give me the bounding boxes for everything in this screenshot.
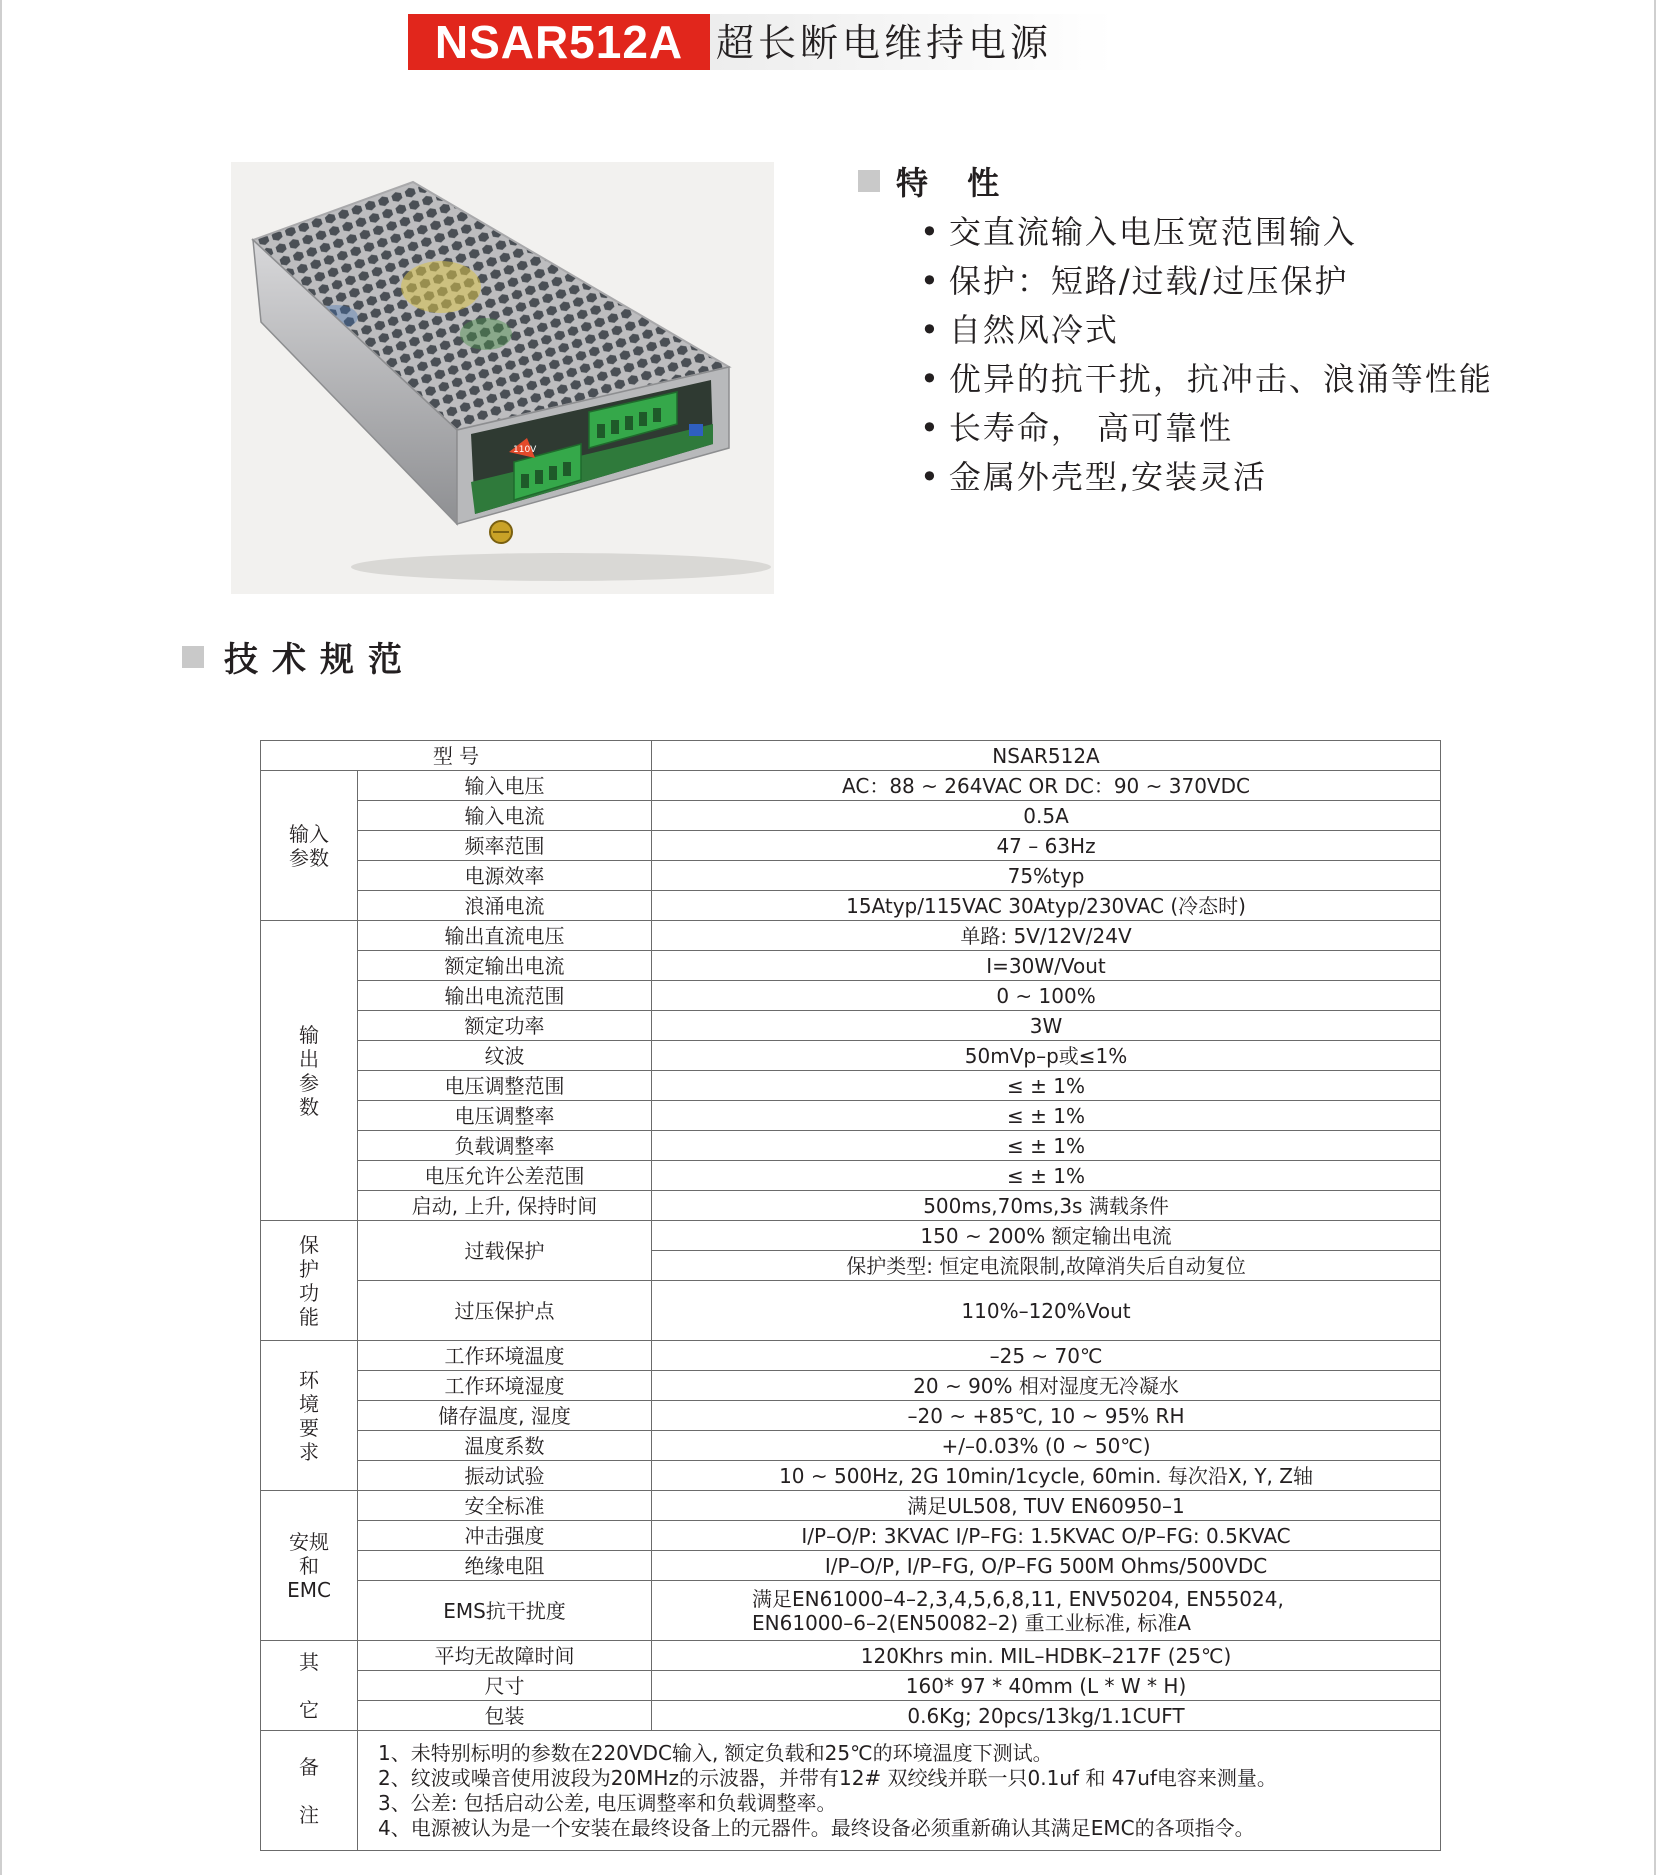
- spec-value: 0 ~ 100%: [652, 981, 1441, 1011]
- heading-square-icon: [858, 170, 880, 192]
- features-list: [920, 208, 1493, 502]
- spec-value: ≤ ± 1%: [652, 1071, 1441, 1101]
- spec-value: ≤ ± 1%: [652, 1131, 1441, 1161]
- spec-key: 过载保护: [358, 1221, 652, 1281]
- product-photo: [231, 162, 774, 594]
- group-environment: 环 境 要 求: [261, 1341, 358, 1491]
- spec-key: 电压调整率: [358, 1101, 652, 1131]
- ems-line: 满足EN61000–4–2,3,4,5,6,8,11, ENV50204, EN55024,: [752, 1586, 1284, 1611]
- table-row: [261, 1521, 1441, 1551]
- note-line: 3、公差: 包括启动公差, 电压调整率和负载调整率。: [378, 1790, 837, 1815]
- group-output: 输 出 参 数: [261, 921, 358, 1221]
- spec-value: 500ms,70ms,3s 满载条件: [652, 1191, 1441, 1221]
- table-row: [261, 861, 1441, 891]
- spec-value: 110%–120%Vout: [652, 1281, 1441, 1341]
- spec-key: 电源效率: [358, 861, 652, 891]
- spec-value: 75%typ: [652, 861, 1441, 891]
- spec-value: 3W: [652, 1011, 1441, 1041]
- spec-key: 输入电压: [358, 771, 652, 801]
- notes-cell: [358, 1731, 1441, 1851]
- voltage-label: 110V: [513, 445, 537, 455]
- spec-key: 储存温度, 湿度: [358, 1401, 652, 1431]
- table-row: [261, 1371, 1441, 1401]
- feature-item: • 保护：短路/过载/过压保护: [920, 257, 1493, 306]
- spec-value: 0.6Kg; 20pcs/13kg/1.1CUFT: [652, 1701, 1441, 1731]
- spec-key: 工作环境温度: [358, 1341, 652, 1371]
- spec-value: [652, 1581, 1441, 1641]
- spec-value: ≤ ± 1%: [652, 1101, 1441, 1131]
- spec-value: +/–0.03% (0 ~ 50℃): [652, 1431, 1441, 1461]
- spec-value: AC：88 ~ 264VAC OR DC：90 ~ 370VDC: [652, 771, 1441, 801]
- spec-value: 47 – 63Hz: [652, 831, 1441, 861]
- model-value: NSAR512A: [652, 741, 1441, 771]
- spec-value: 150 ~ 200% 额定输出电流: [652, 1221, 1441, 1251]
- spec-value: ≤ ± 1%: [652, 1161, 1441, 1191]
- feature-item: • 交直流输入电压宽范围输入: [920, 208, 1493, 257]
- table-row: [261, 951, 1441, 981]
- spec-value: 满足UL508, TUV EN60950–1: [652, 1491, 1441, 1521]
- spec-key: 输出电流范围: [358, 981, 652, 1011]
- spec-value: 120Khrs min. MIL–HDBK–217F (25℃): [652, 1641, 1441, 1671]
- table-row: [261, 1461, 1441, 1491]
- ems-line: EN61000–6–2(EN50082–2) 重工业标准, 标准A: [752, 1610, 1191, 1635]
- heading-square-icon: [182, 646, 204, 668]
- table-row: [261, 1341, 1441, 1371]
- spec-heading: 技术规范: [182, 632, 416, 672]
- spec-key: EMS抗干扰度: [358, 1581, 652, 1641]
- spec-value: 保护类型: 恒定电流限制,故障消失后自动复位: [652, 1251, 1441, 1281]
- note-line: 2、纹波或噪音使用波段为20MHz的示波器，并带有12# 双绞线并联一只0.1uf 和 47uf电容来测量。: [378, 1765, 1277, 1790]
- table-row: [261, 1101, 1441, 1131]
- spec-key: 振动试验: [358, 1461, 652, 1491]
- table-row: [261, 891, 1441, 921]
- spec-value: I/P–O/P: 3KVAC I/P–FG: 1.5KVAC O/P–FG: 0.5KVAC: [652, 1521, 1441, 1551]
- note-line: 4、电源被认为是一个安装在最终设备上的元器件。最终设备必须重新确认其满足EMC的各项指令。: [378, 1815, 1255, 1840]
- spec-value: 160* 97 * 40mm (L * W * H): [652, 1671, 1441, 1701]
- feature-item: • 金属外壳型,安装灵活: [920, 453, 1493, 502]
- product-model-title: NSAR512A: [408, 14, 710, 70]
- table-row: [261, 1011, 1441, 1041]
- spec-value: I/P–O/P, I/P–FG, O/P–FG 500M Ohms/500VDC: [652, 1551, 1441, 1581]
- table-row: [261, 1701, 1441, 1731]
- spec-value: 0.5A: [652, 801, 1441, 831]
- table-row: [261, 741, 1441, 771]
- feature-item: • 长寿命， 高可靠性: [920, 404, 1493, 453]
- spec-value: 单路: 5V/12V/24V: [652, 921, 1441, 951]
- note-line: 1、未特别标明的参数在220VDC输入, 额定负载和25℃的环境温度下测试。: [378, 1740, 1053, 1765]
- spec-value: –25 ~ 70℃: [652, 1341, 1441, 1371]
- table-row: [261, 1191, 1441, 1221]
- spec-key: 负载调整率: [358, 1131, 652, 1161]
- spec-value: 15Atyp/115VAC 30Atyp/230VAC (冷态时): [652, 891, 1441, 921]
- spec-key: 输入电流: [358, 801, 652, 831]
- table-row: [261, 1281, 1441, 1341]
- table-row: [261, 1431, 1441, 1461]
- spec-key: 电压调整范围: [358, 1071, 652, 1101]
- spec-key: 输出直流电压: [358, 921, 652, 951]
- table-row: [261, 1671, 1441, 1701]
- spec-key: 浪涌电流: [358, 891, 652, 921]
- group-protection: 保 护 功 能: [261, 1221, 358, 1341]
- table-row: [261, 801, 1441, 831]
- features-heading: 特 性: [858, 158, 1013, 194]
- table-row: [261, 1071, 1441, 1101]
- table-row: [261, 1041, 1441, 1071]
- spec-key: 工作环境湿度: [358, 1371, 652, 1401]
- spec-key: 频率范围: [358, 831, 652, 861]
- spec-key: 尺寸: [358, 1671, 652, 1701]
- table-row: [261, 1161, 1441, 1191]
- group-input: 输入 参数: [261, 771, 358, 921]
- group-safety-emc: 安规 和 EMC: [261, 1491, 358, 1641]
- spec-value: –20 ~ +85℃, 10 ~ 95% RH: [652, 1401, 1441, 1431]
- spec-key: 额定功率: [358, 1011, 652, 1041]
- spec-value: 10 ~ 500Hz, 2G 10min/1cycle, 60min. 每次沿X, Y, Z轴: [652, 1461, 1441, 1491]
- spec-value: I=30W/Vout: [652, 951, 1441, 981]
- table-row: [261, 921, 1441, 951]
- table-row: [261, 1401, 1441, 1431]
- product-name-title: 超长断电维持电源: [716, 21, 1053, 65]
- spec-key: 绝缘电阻: [358, 1551, 652, 1581]
- spec-key: 额定输出电流: [358, 951, 652, 981]
- spec-key: 冲击强度: [358, 1521, 652, 1551]
- spec-key: 平均无故障时间: [358, 1641, 652, 1671]
- spec-key: 包装: [358, 1701, 652, 1731]
- spec-key: 安全标准: [358, 1491, 652, 1521]
- spec-key: 电压允许公差范围: [358, 1161, 652, 1191]
- table-row: [261, 1581, 1441, 1641]
- page-border-left: [0, 0, 2, 1875]
- spec-key: 启动, 上升, 保持时间: [358, 1191, 652, 1221]
- table-row: [261, 831, 1441, 861]
- spec-value: 20 ~ 90% 相对湿度无冷凝水: [652, 1371, 1441, 1401]
- spec-table: [260, 740, 1441, 1851]
- group-other: 其 它: [261, 1641, 358, 1731]
- table-row: [261, 1641, 1441, 1671]
- table-row: [261, 1491, 1441, 1521]
- spec-value: 50mVp–p或≤1%: [652, 1041, 1441, 1071]
- table-row: [261, 1551, 1441, 1581]
- table-row: [261, 981, 1441, 1011]
- group-notes: 备 注: [261, 1731, 358, 1851]
- feature-item: • 自然风冷式: [920, 306, 1493, 355]
- spec-key: 纹波: [358, 1041, 652, 1071]
- table-row: [261, 1221, 1441, 1251]
- table-row: [261, 1131, 1441, 1161]
- spec-key: 过压保护点: [358, 1281, 652, 1341]
- table-row: [261, 771, 1441, 801]
- spec-key: 温度系数: [358, 1431, 652, 1461]
- model-label: 型 号: [261, 741, 652, 771]
- feature-item: • 优异的抗干扰，抗冲击、浪涌等性能: [920, 355, 1493, 404]
- table-row: [261, 1731, 1441, 1851]
